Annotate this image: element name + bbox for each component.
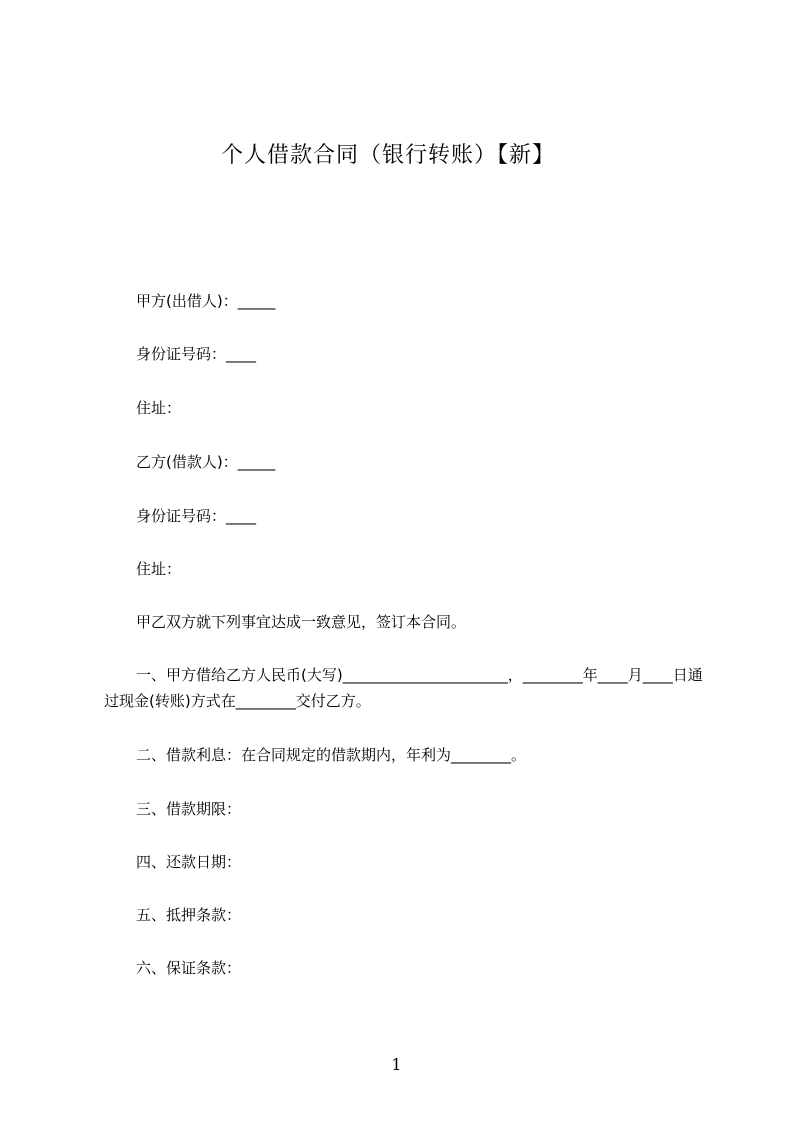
party-a-address-line: 住址：: [136, 399, 182, 417]
clause-5-text: 五、抵押条款：: [136, 906, 242, 924]
party-a-line: 甲方(出借人)：_____: [136, 292, 276, 310]
clause-1-paragraph: 一、甲方借给乙方人民币(大写)______________________，________年____月____日通过现金(转账)方式在________交付乙方。: [104, 666, 703, 710]
clause-4-text: 四、还款日期：: [136, 853, 242, 871]
clause-6-text: 六、保证条款：: [136, 959, 242, 977]
party-b-line: 乙方(借款人)：_____: [136, 453, 276, 471]
party-b-address-line: 住址：: [136, 560, 182, 578]
clause-2-text: 二、借款利息：在合同规定的借款期内，年利为________。: [136, 746, 527, 764]
party-a-id-line: 身份证号码：____: [136, 345, 257, 363]
page-number: 1: [391, 1055, 402, 1074]
party-b-id-line: 身份证号码：____: [136, 507, 257, 525]
document-title: 个人借款合同（银行转账）【新】: [220, 143, 555, 168]
clause-3-text: 三、借款期限：: [136, 800, 242, 818]
preamble-text: 甲乙双方就下列事宜达成一致意见，签订本合同。: [136, 613, 467, 631]
